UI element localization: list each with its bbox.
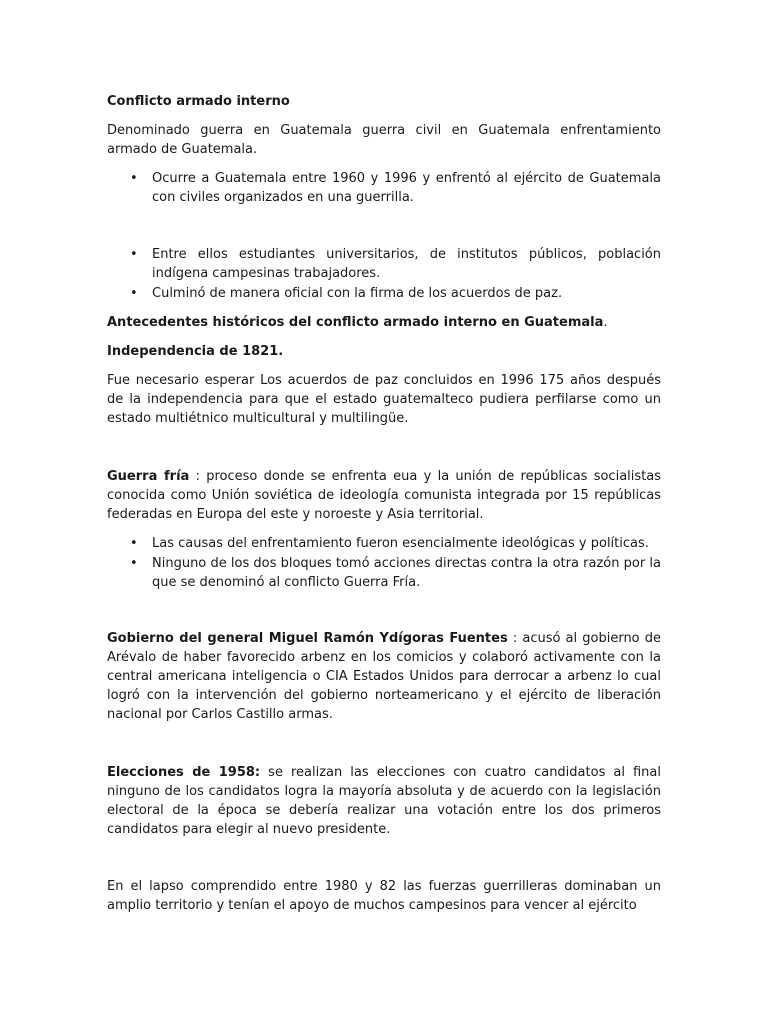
bullet-text: Entre ellos estudiantes universitarios, de institutos públicos, población indígena campesinas trabajadores. <box>152 247 661 281</box>
bullet-item <box>130 245 661 283</box>
bullet-icon: • <box>130 556 138 571</box>
bullet-icon: • <box>130 536 138 551</box>
bullet-item <box>130 534 661 553</box>
heading-conflicto: Conflicto armado interno <box>107 94 290 109</box>
elecciones-label: Elecciones de 1958: <box>107 765 261 780</box>
bullet-text: Ocurre a Guatemala entre 1960 y 1996 y enfrentó al ejército de Guatemala con civiles organizados en una guerrilla. <box>152 171 661 205</box>
bullet-item <box>130 554 661 592</box>
bullet-text: Ninguno de los dos bloques tomó acciones directas contra la otra razón por la que se denominó al conflicto Guerra Fría. <box>152 556 661 590</box>
guerra-fria-paragraph <box>107 467 661 524</box>
gobierno-text: : acusó al gobierno de Arévalo de haber favorecido arbenz en los comicios y colaboró activamente con la central americana inteligencia o CIA Estados Unidos para derrocar a arbenz lo cual logró con la intervención del gobierno norteamericano y el ejército de liberación nacional por Carlos Castillo armas. <box>107 631 662 722</box>
guerra-fria-text: : proceso donde se enfrenta eua y la unión de repúblicas socialistas conocida como Unión soviética de ideología comunista integrada por 15 repúblicas federadas en Europa del este y noroeste y Asia territorial. <box>107 469 661 522</box>
antecedentes-heading-text: Antecedentes históricos del conflicto armado interno en Guatemala <box>107 315 604 330</box>
bullet-item <box>130 169 661 207</box>
bullet-icon: • <box>130 286 138 301</box>
independencia-paragraph: Fue necesario esperar Los acuerdos de paz concluidos en 1996 175 años después de la independencia para que el estado guatemalteco pudiera perfilarse como un estado multiétnico multicultural y multilingüe. <box>107 373 661 426</box>
lapso-paragraph: En el lapso comprendido entre 1980 y 82 las fuerzas guerrilleras dominaban un amplio territorio y tenían el apoyo de muchos campesinos para vencer al ejército <box>107 879 661 913</box>
elecciones-text: se realizan las elecciones con cuatro candidatos al final ninguno de los candidatos logra la mayoría absoluta y de acuerdo con la legislación electoral de la época se debería realizar una votación entre los dos primeros candidatos para elegir al nuevo presidente. <box>107 765 661 837</box>
bullet-item <box>130 284 661 303</box>
bullet-icon: • <box>130 247 138 262</box>
elecciones-paragraph <box>107 763 661 839</box>
antecedentes-period: . <box>603 315 608 330</box>
independencia-heading: Independencia de 1821. <box>107 344 284 359</box>
gobierno-paragraph <box>107 629 661 724</box>
guerra-fria-label: Guerra fría <box>107 469 190 484</box>
intro-paragraph: Denominado guerra en Guatemala guerra civil en Guatemala enfrentamiento armado de Guatemala. <box>107 123 661 157</box>
bullet-text: Las causas del enfrentamiento fueron esencialmente ideológicas y políticas. <box>152 536 649 551</box>
bullet-text: Culminó de manera oficial con la firma de los acuerdos de paz. <box>152 286 563 301</box>
antecedentes-heading <box>107 313 661 332</box>
bullet-icon: • <box>130 171 138 186</box>
gobierno-label: Gobierno del general Miguel Ramón Ydígoras Fuentes <box>107 631 508 646</box>
